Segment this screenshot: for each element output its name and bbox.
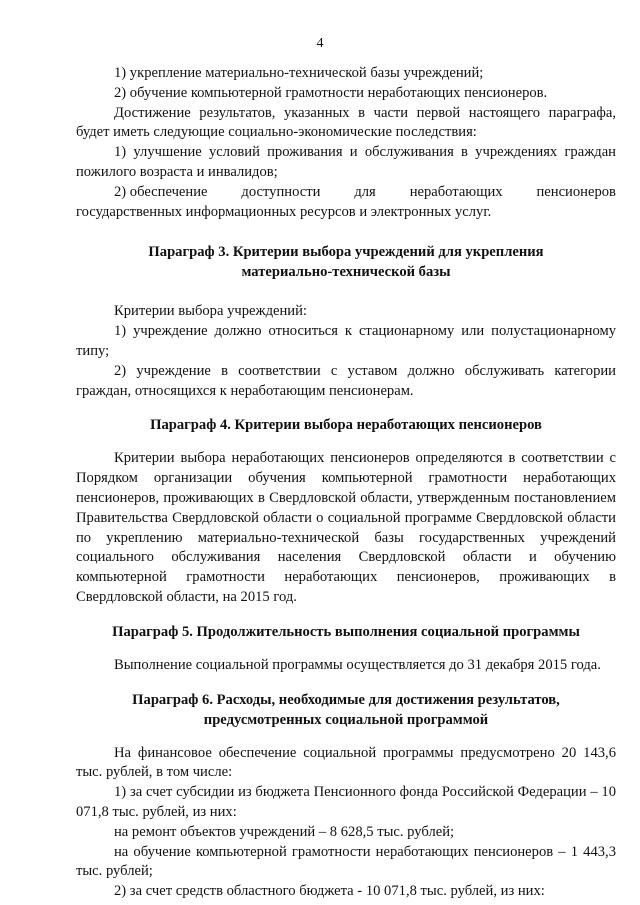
goal-item-1: 1) укрепление материально-технической базы учреждений; (114, 65, 484, 81)
funding-item-1: 1) за счет субсидии из бюджета Пенсионного фонда Российской Федерации – 10 071,8 тыс. рублей, из них: (76, 784, 616, 820)
criteria-lead: Критерии выбора учреждений: (114, 303, 307, 320)
word: неработающих (409, 183, 503, 200)
criteria-item-2: 2) учреждение в соответствии с уставом должно обслуживать категории граждан, относящихся к неработающим пенсионерам. (76, 362, 616, 399)
consequence-item-2-first-line (76, 183, 616, 203)
word: пенсионеров (536, 183, 616, 200)
funding-item-2: 2) за счет средств областного бюджета - 10 071,8 тыс. рублей, из них: (114, 883, 545, 900)
document-body (76, 64, 616, 902)
section-5-heading: Параграф 5. Продолжительность выполнения социальной программы (112, 623, 580, 640)
funding-training: на обучение компьютерной грамотности неработающих пенсионеров – 1 443,3 тыс. рублей; (76, 843, 616, 880)
criteria-item-1: 1) учреждение должно относиться к стационарному или полустационарному типу; (76, 323, 616, 359)
word: для (354, 183, 376, 200)
page-number: 4 (316, 36, 324, 51)
section-4-heading: Параграф 4. Критерии выбора неработающих пенсионеров (150, 417, 542, 434)
consequence-item-2-continuation: государственных информационных ресурсов и электронных услуг. (76, 203, 492, 220)
word: 2) обеспечение (114, 183, 208, 200)
section-5-text: Выполнение социальной программы осуществляется до 31 декабря 2015 года. (114, 656, 601, 673)
goal-item-2: 2) обучение компьютерной грамотности неработающих пенсионеров. (114, 84, 548, 101)
consequence-item-1: 1) улучшение условий проживания и обслуживания в учреждениях граждан пожилого возраста и инвалидов; (76, 144, 616, 180)
funding-repair: на ремонт объектов учреждений – 8 628,5 тыс. рублей; (114, 823, 455, 840)
consequences-intro: Достижение результатов, указанных в части первой настоящего параграфа, будет иметь следующие социально-экономические последствия: (76, 104, 616, 141)
word: доступности (241, 183, 321, 200)
funding-total: На финансовое обеспечение социальной программы предусмотрено 20 143,6 тыс. рублей, в том числе: (76, 744, 616, 781)
section-6-heading: Параграф 6. Расходы, необходимые для достижения результатов, предусмотренных социальной программой (132, 691, 560, 728)
section-3-heading: Параграф 3. Критерии выбора учреждений для укрепления материально-технической базы (148, 244, 544, 281)
section-4-text: Критерии выбора неработающих пенсионеров определяются в соответствии с Порядком организации обучения компьютерной грамотности неработающих пенсионеров, проживающих в Свердловской области, утвержденным постановлением Правительства Свердловской области о социальной программе Свердловской области по укреплению материально-технической базы государственных учреждений социального обслуживания населения Свердловской области и обучению компьютерной грамотности неработающих пенсионеров, проживающих в Свердловской области, на 2015 год. (76, 450, 616, 605)
